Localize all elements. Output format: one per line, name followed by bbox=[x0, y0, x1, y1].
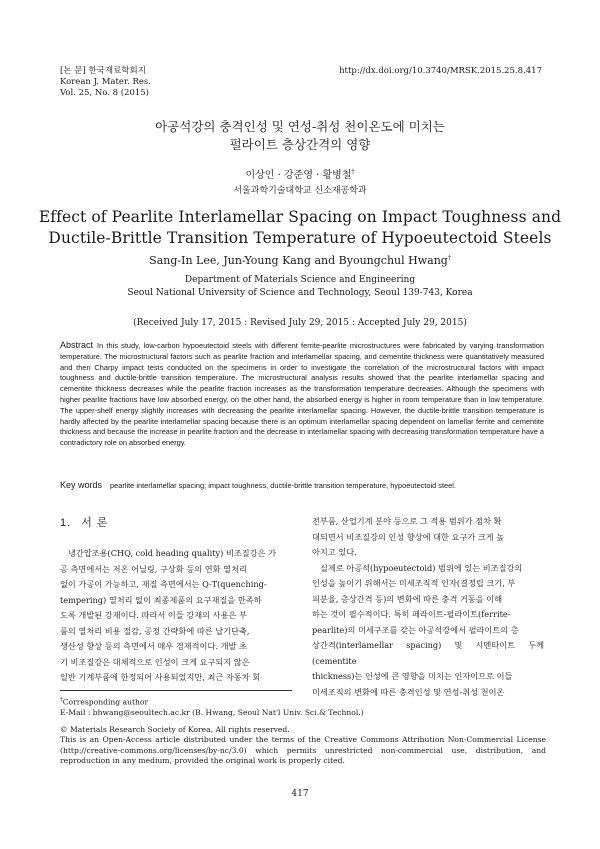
authors-english bbox=[0, 254, 600, 267]
body-line: 냉간압조용(CHQ, cold heading quality) 비조질강은 가 bbox=[68, 548, 277, 558]
body-line: 품의 열처리 비용 절감, 공정 간략화에 따른 납기단축, bbox=[60, 625, 250, 636]
page-number: 417 bbox=[291, 789, 309, 799]
journal-volume: Vol. 25, No. 8 (2015) bbox=[60, 88, 150, 98]
corresponding-mark: † bbox=[351, 168, 355, 176]
body-line: 기 비조질강은 대체적으로 인성이 크게 요구되지 않은 bbox=[60, 656, 250, 667]
abstract-label: Abstract bbox=[60, 340, 94, 350]
title-korean bbox=[0, 118, 600, 154]
title-english-line1: Effect of Pearlite Interlamellar Spacing on Impact Toughness and bbox=[38, 208, 562, 226]
footnote-divider bbox=[60, 690, 292, 691]
affiliation-korean: 서울과학기술대학교 신소재공학과 bbox=[233, 186, 367, 196]
affiliation-english-line1: Department of Materials Science and Engineering bbox=[184, 275, 416, 285]
corresponding-mark-en: † bbox=[447, 254, 451, 262]
body-line: 전부품, 산업기계 분야 등으로 그 적용 범위가 점차 확 bbox=[312, 516, 502, 526]
section-heading bbox=[60, 514, 109, 530]
body-line: 생산성 향상 등의 측면에서 매우 경제적이다. 개발 초 bbox=[60, 641, 247, 651]
body-line: 미세조직의 변화에 따른 충격인성 및 연성-취성 천이온 bbox=[312, 686, 505, 697]
body-line: 인성을 높이기 위해서는 미세조직적 인자(결정립 크기, 부 bbox=[312, 578, 516, 588]
journal-name-en: Korean J. Mater. Res. bbox=[60, 77, 151, 87]
body-line: 일반 기계부품에 한정되어 사용되었지만, 최근 자동차 회 bbox=[60, 672, 261, 682]
footnote bbox=[60, 695, 546, 767]
title-korean-line2: 펄라이트 층상간격의 영향 bbox=[229, 137, 371, 152]
body-line: 상간격(interlamellar spacing) 및 시멘타이트 두께(cementite bbox=[312, 640, 544, 666]
body-line: thickness)는 인성에 큰 영향을 미치는 인자이므로 이들 bbox=[312, 671, 513, 681]
keywords-label: Key words bbox=[60, 480, 103, 490]
affiliation-english bbox=[0, 274, 600, 300]
authors-korean-names: 이상인 · 강준영 · 황병철 bbox=[245, 170, 352, 181]
body-line: tempering) 열처리 없이 최종제품의 요구재질을 만족하 bbox=[60, 594, 262, 605]
abstract bbox=[60, 340, 544, 449]
body-line: 실제로 아공석(hypoeutectoid) 범위에 있는 비조질강의 bbox=[320, 562, 523, 573]
keywords-text: pearlite interlamellar spacing; impact toughness, ductile-brittle transition temperature, hypoeutectoid steel. bbox=[110, 481, 456, 490]
journal-name: [논 문] 한국재료학회지 bbox=[60, 66, 146, 76]
body-right-column bbox=[312, 514, 544, 700]
body-line: 하는 것이 필수적이다. 특히 페라이트-펄라이트(ferrite- bbox=[312, 609, 511, 619]
author-email[interactable]: E-Mail : bhwang@seoultech.ac.kr (B. Hwang, Seoul Nat'l Univ. Sci.& Technol.) bbox=[60, 708, 364, 718]
doi-link[interactable]: http://dx.doi.org/10.3740/MRSK.2015.25.8.417 bbox=[339, 66, 542, 76]
section-title: 서 론 bbox=[81, 517, 109, 529]
article-dates: (Received July 17, 2015 : Revised July 29, 2015 : Accepted July 29, 2015) bbox=[133, 318, 467, 328]
body-line: 공 측면에서는 저온 어닐링, 구상화 등의 연화 열처리 bbox=[60, 563, 247, 574]
title-english bbox=[0, 207, 600, 249]
body-line: pearlite)의 미세구조를 갖는 아공석강에서 펄라이트의 층 bbox=[312, 624, 519, 635]
title-english-line2: Ductile-Brittle Transition Temperature of Hypoeutectoid Steels bbox=[48, 229, 552, 247]
title-korean-line1: 아공석강의 충격인성 및 연성-취성 천이온도에 미치는 bbox=[155, 119, 445, 134]
authors-english-names: Sang-In Lee, Jun-Young Kang and Byoungchul Hwang bbox=[149, 254, 448, 267]
copyright-notice: © Materials Research Society of Korea, All rights reserved. bbox=[60, 724, 290, 734]
section-number: 1. bbox=[60, 517, 72, 529]
affiliation-english-line2: Seoul National University of Science and Technology, Seoul 139-743, Korea bbox=[127, 288, 473, 298]
keywords bbox=[60, 480, 544, 490]
body-line: 피분율, 층상간격 등)의 변화에 따른 충격 거동을 이해 bbox=[312, 593, 503, 604]
corresponding-author bbox=[60, 695, 546, 708]
journal-info bbox=[60, 66, 151, 99]
authors-korean bbox=[0, 166, 600, 181]
body-line: 없이 가공이 가능하고, 재질 측면에서는 Q-T(quenching- bbox=[60, 579, 267, 589]
body-line: 대되면서 비조질강의 인성 향상에 대한 요구가 크게 높 bbox=[312, 531, 505, 542]
abstract-text: In this study, low-carbon hypoeutectoid steels with different ferrite-pearlite microstructures were fabricated by varying transformation temperature. The microstructural factors such as pearlite fraction and interlamellar spacing, and cementite thickness were quantitatively measured and then Charpy impact tests conducted on the specimens in order to investigate the correlation of the microstructural factors with impact toughness and ductile-brittle transition temperature. The microstructural analysis results showed that the pearlite interlamellar spacing and cementite thickness decreases while the pearlite fraction increases as the transformation temperature decreases. Although the specimens with higher pearlite fractions have low absorbed energy, on the other hand, the absorbed energy is higher in room temperature than in low temperature. The upper-shelf energy slightly increases with decreasing the pearlite interlamellar spacing. However, the ductile-brittle transition temperature is hardly affected by the pearlite interlamellar spacing because there is an optimum interlamellar spacing dependent on lamellar ferrite and cementite thickness and because the increase in pearlite fraction and the decrease in interlamellar spacing with decreasing transformation temperature have a contradictory role on absorbed energy. bbox=[60, 341, 544, 448]
license-notice: This is an Open-Access article distributed under the terms of the Creative Commons Attribution Non-Commercial License (http://creative-commons.org/licenses/by-nc/3.0) which permits unrestricted non-commercial use, distribution, and reproduction in any medium, provided the original work is properly cited. bbox=[60, 735, 546, 766]
body-left-column bbox=[60, 546, 292, 686]
footnote-mark: † bbox=[60, 697, 63, 703]
body-line: 도록 개발된 강재이다. 따라서 이들 강재의 사용은 부 bbox=[60, 610, 247, 620]
body-line: 아지고 있다. bbox=[312, 547, 357, 557]
corresponding-author-label: Corresponding author bbox=[62, 697, 149, 707]
